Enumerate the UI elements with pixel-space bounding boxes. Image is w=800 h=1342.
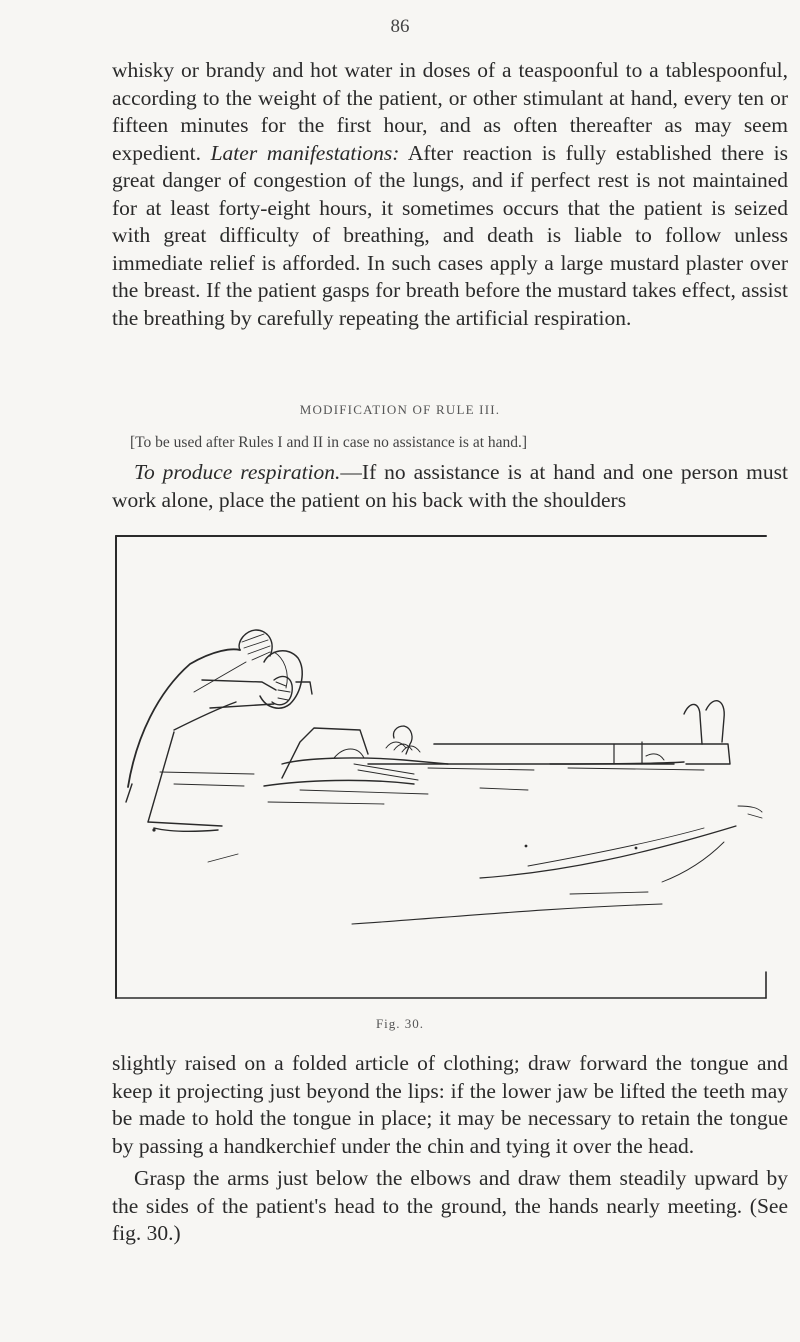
produce-respiration-label: To produce respiration. (134, 460, 341, 484)
operator-shin (148, 822, 222, 826)
ground-curve-3 (662, 842, 724, 882)
paragraph-text: —If no assistance is at hand and one person must work alone, place the patient on his back with the shoulders (112, 460, 788, 512)
operator-foot (154, 828, 218, 831)
operator-thigh (148, 732, 174, 822)
patient-face (274, 652, 287, 688)
ground-curve-1 (480, 826, 736, 878)
ground-line-4 (268, 802, 384, 804)
ground-dot-1 (152, 828, 155, 831)
section-heading: MODIFICATION OF RULE III. (299, 402, 501, 417)
ground-line-1 (160, 772, 254, 774)
page-number: 86 (390, 16, 410, 37)
ground-dot-3 (635, 847, 638, 850)
ground-curve-5 (570, 892, 648, 894)
patient-knee-fold (646, 754, 664, 760)
ground-line-2 (174, 784, 244, 786)
ground-dot-2 (525, 845, 528, 848)
patient-neck-shoulder (282, 728, 368, 778)
ground-curve-4 (352, 904, 662, 924)
paragraph-text: After reaction is fully established there is great danger of congestion of the lungs, and if perfect rest is not maintained for at least forty-eight hours, it sometimes occurs that the patient is seized with great difficulty of breathing, and death is liable to follow unless immediate relief is afforded. In such cases apply a large mustard plaster over the breast. If the patient gasps for breath before the mustard takes effect, assist the breathing by carefully repeating the artificial respiration. (112, 140, 789, 330)
paragraph-tongue-instructions: slightly raised on a folded article of clothing; draw forward the tongue and keep it projecting just beyond the lips: if the lower jaw be lifted the teeth may be made to hold the tongue in place; it may be necessary to retain the tongue by passing a handkerchief under the chin and tying it over the head. (112, 1051, 788, 1158)
operator-hair (242, 634, 270, 660)
ground-line-8 (738, 806, 762, 812)
ground-line-9 (748, 814, 762, 818)
folded-clothing-hatch (354, 764, 418, 780)
folded-clothing-bottom (264, 780, 414, 786)
ground-line-3 (300, 790, 428, 794)
section-note: [To be used after Rules I and II in case no assistance is at hand.] (130, 434, 528, 451)
operator-knee (126, 784, 132, 802)
ground-line-6 (428, 768, 534, 770)
ground-curve-2 (528, 828, 704, 866)
operator-arm-lower (210, 704, 274, 708)
patient-foot-a (684, 704, 702, 744)
figure-caption: Fig. 30. (375, 1016, 425, 1031)
operator-shoulder-line (194, 662, 246, 692)
operator-fingers (276, 682, 290, 700)
patient-hand (393, 726, 412, 754)
folded-clothing-fold (334, 749, 364, 758)
later-manifestations-label: Later manifestations: (210, 140, 400, 165)
folded-clothing-top (282, 758, 448, 764)
operator-belt (174, 702, 236, 730)
ground-line-7 (568, 768, 704, 770)
artificial-respiration-engraving (114, 532, 768, 1000)
paragraph-text: whisky or brandy and hot water in doses of a teaspoonful to a tablespoonful, according to the weight of the patient, or other stimulant at hand, every ten or fifteen minutes for the first hour, and as often thereafter as may seem expedient. (112, 58, 788, 165)
paragraph-grasp-arms: Grasp the arms just below the elbows and draw them steadily upward by the sides of the patient's head to the ground, the hands nearly meeting. (See fig. 30.) (112, 1166, 788, 1245)
patient-ribs (386, 742, 420, 752)
ground-line-5 (480, 788, 528, 790)
patient-feet-base (686, 744, 730, 764)
ground-curve-6 (208, 854, 238, 862)
paragraph-stimulant-dosage (112, 57, 788, 332)
patient-foot-b (706, 701, 724, 742)
paragraph-produce-respiration (112, 459, 788, 514)
operator-head (239, 630, 272, 656)
patient-knees (614, 742, 642, 764)
figure-illustration (114, 532, 768, 1000)
operator-back (128, 649, 240, 787)
patient-head (260, 651, 302, 708)
